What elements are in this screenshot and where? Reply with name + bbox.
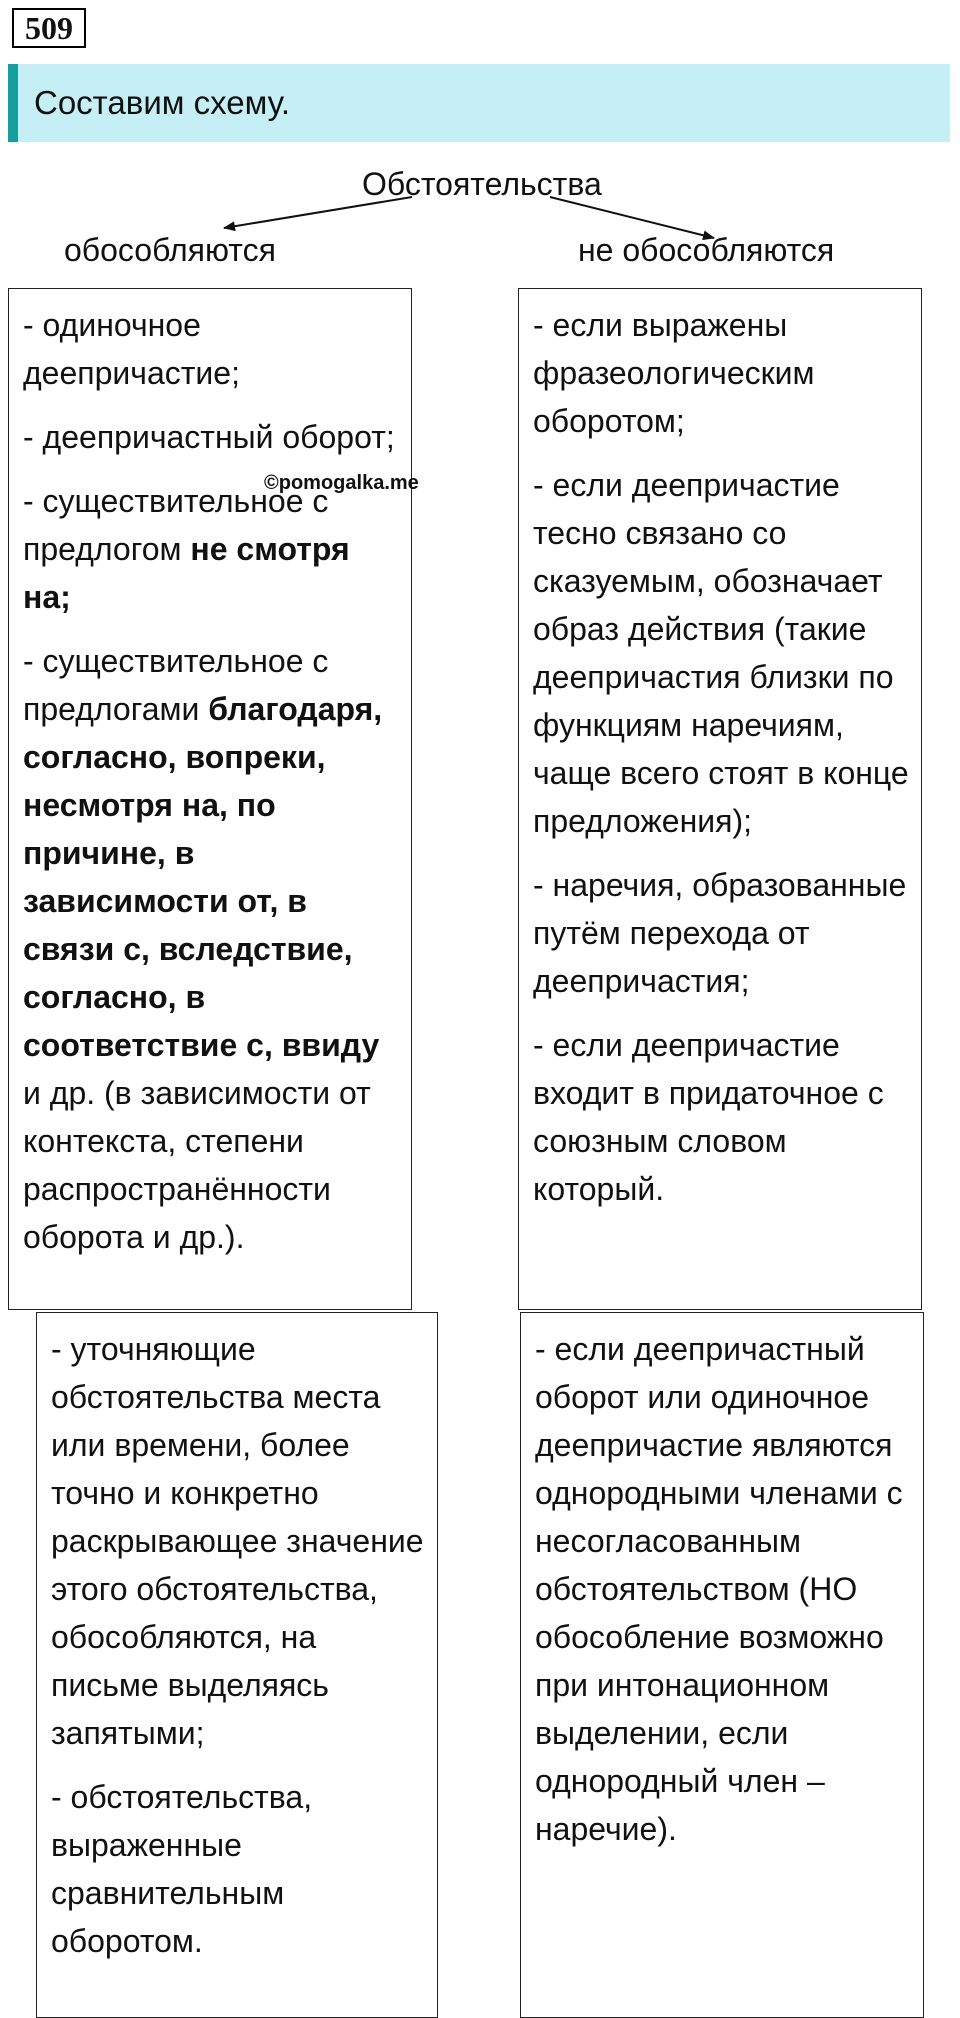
item-text-tail: и др. (в зависимости от контекста, степени распространённости оборота и др.). (23, 1075, 371, 1255)
item-text: - существительное с предлогами (23, 643, 329, 727)
item-bold-text: благодаря, согласно, вопреки, несмотря на, по причине, в зависимости от, в связи с, вследствие, согласно, в соответствие с, ввиду (23, 691, 383, 1063)
list-item: - если деепричастие тесно связано со сказуемым, обозначает образ действия (такие деепричастия близки по функциям наречиям, чаще всего стоят в конце предложения); (533, 467, 909, 839)
left-bottom-box (36, 1312, 438, 2018)
item-bold-text: не смотря на; (23, 531, 350, 615)
right-branch-label: не обособляются (578, 232, 835, 268)
task-number: 509 (12, 8, 86, 48)
list-item: - обстоятельства, выраженные сравнительным оборотом. (51, 1779, 313, 1959)
list-item: - если деепричастие входит в придаточное с союзным словом который. (533, 1027, 884, 1207)
list-item: - если деепричастный оборот или одиночное деепричастие являются однородными членами с несогласованным обстоятельством (НО обособление возможно при интонационном выделении, если однородный член – наречие). (535, 1331, 903, 1847)
diagram-title: Обстоятельства (362, 166, 602, 202)
right-top-box (518, 288, 922, 1310)
watermark: ©pomogalka.me (264, 472, 419, 494)
list-item: - деепричастный оборот; (23, 419, 395, 455)
item-text: - существительное с предлогом (23, 483, 329, 567)
list-item (23, 477, 399, 621)
list-item: - наречия, образованные путём перехода от деепричастия; (533, 867, 907, 999)
list-item: - если выражены фразеологическим оборотом; (533, 307, 815, 439)
right-bottom-box (520, 1312, 924, 2018)
left-branch-label: обособляются (64, 232, 276, 268)
list-item (23, 637, 399, 1261)
banner-text: Составим схему. (34, 84, 291, 121)
left-top-box (8, 288, 412, 1310)
list-item: - одиночное деепричастие; (23, 307, 240, 391)
list-item: - уточняющие обстоятельства места или времени, более точно и конкретно раскрывающее значение этого обстоятельства, обособляются, на письме выделяясь запятыми; (51, 1331, 424, 1751)
